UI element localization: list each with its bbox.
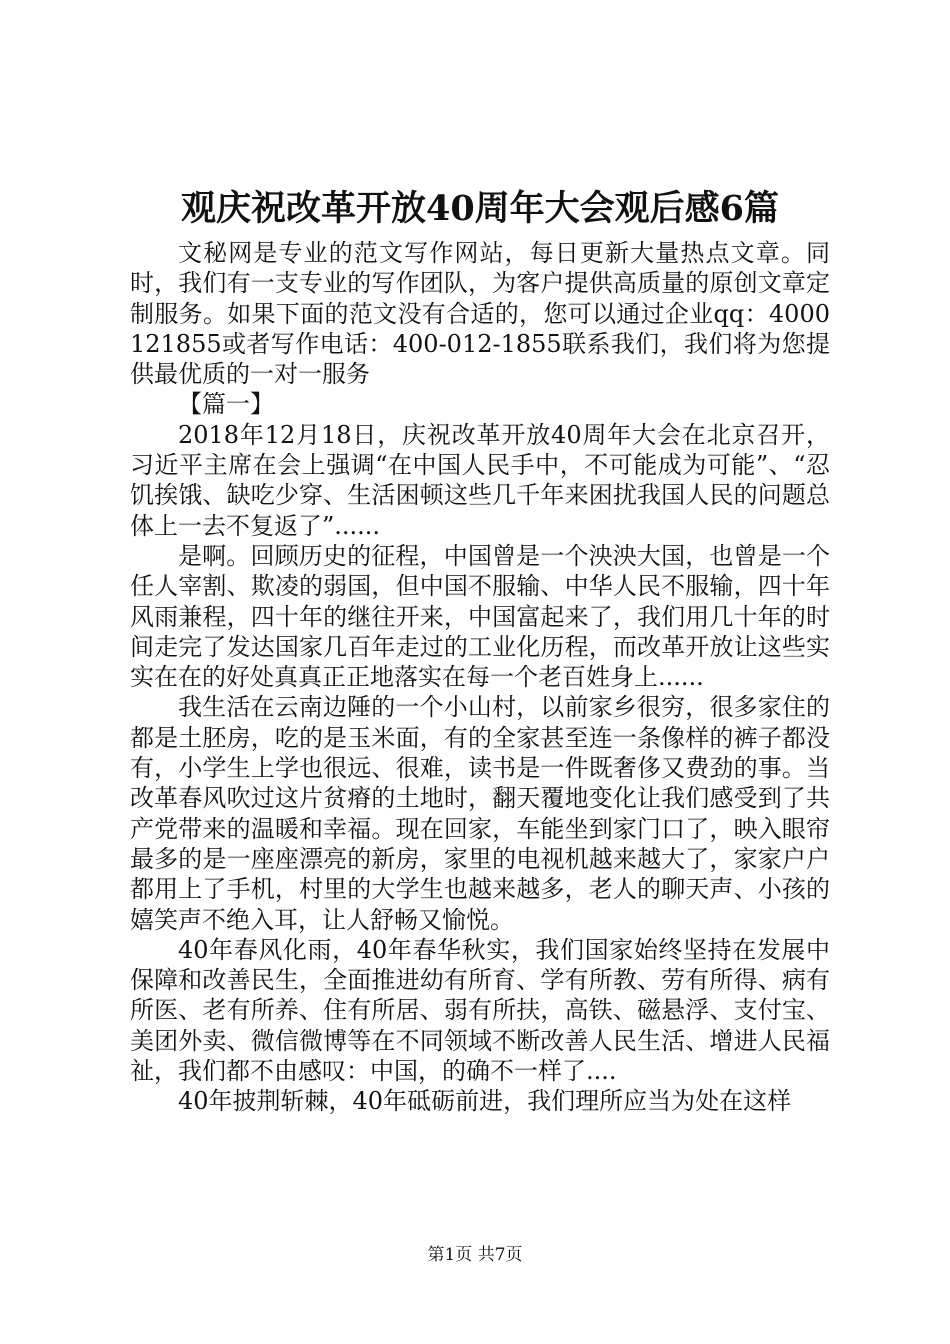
body-paragraph: 是啊。回顾历史的征程，中国曾是一个泱泱大国，也曾是一个任人宰割、欺凌的弱国，但中国不服输、中华人民不服输，四十年风雨兼程，四十年的继往开来，中国富起来了，我们用几十年的时间走完了发达国家几百年走过的工业化历程，而改革开放让这些实实在在的好处真真正正地落实在每一个老百姓身上...... — [130, 541, 830, 692]
page-footer: 第1页 共7页 — [427, 1245, 523, 1265]
body-paragraph: 40年春风化雨，40年春华秋实，我们国家始终坚持在发展中保障和改善民生，全面推进幼有所育、学有所教、劳有所得、病有所医、老有所养、住有所居、弱有所扶，高铁、磁悬浮、支付宝、美团外卖、微信微博等在不同领域不断改善人民生活、增进人民福祉，我们都不由感叹：中国，的确不一样了.... — [130, 935, 830, 1086]
body-paragraph: 40年披荆斩棘，40年砥砺前进，我们理所应当为处在这样 — [178, 1087, 792, 1116]
section-label: 【篇一】 — [178, 390, 274, 419]
body-paragraph: 我生活在云南边陲的一个小山村，以前家乡很穷，很多家住的都是土胚房，吃的是玉米面，有的全家甚至连一条像样的裤子都没有，小学生上学也很远、很难，读书是一件既奢侈又费劲的事。当改革春风吹过这片贫瘠的土地时，翻天覆地变化让我们感受到了共产党带来的温暖和幸福。现在回家，车能坐到家门口了，映入眼帘最多的是一座座漂亮的新房，家里的电视机越来越大了，家家户户都用上了手机，村里的大学生也越来越多，老人的聊天声、小孩的嬉笑声不绝入耳，让人舒畅又愉悦。 — [130, 693, 830, 934]
body-paragraph: 2018年12月18日，庆祝改革开放40周年大会在北京召开，习近平主席在会上强调“在中国人民手中，不可能成为可能”、“忍饥挨饿、缺吃少穿、生活困顿这些几千年来困扰我国人民的问题总体上一去不复返了”...... — [130, 420, 830, 540]
document-body — [130, 180, 830, 1117]
intro-paragraph: 文秘网是专业的范文写作网站，每日更新大量热点文章。同时，我们有一支专业的写作团队，为客户提供高质量的原创文章定制服务。如果下面的范文没有合适的，您可以通过企业qq：4000121855或者写作电话：400-012-1855联系我们，我们将为您提供最优质的一对一服务 — [130, 239, 830, 389]
document-title: 观庆祝改革开放40周年大会观后感6篇 — [180, 188, 780, 229]
